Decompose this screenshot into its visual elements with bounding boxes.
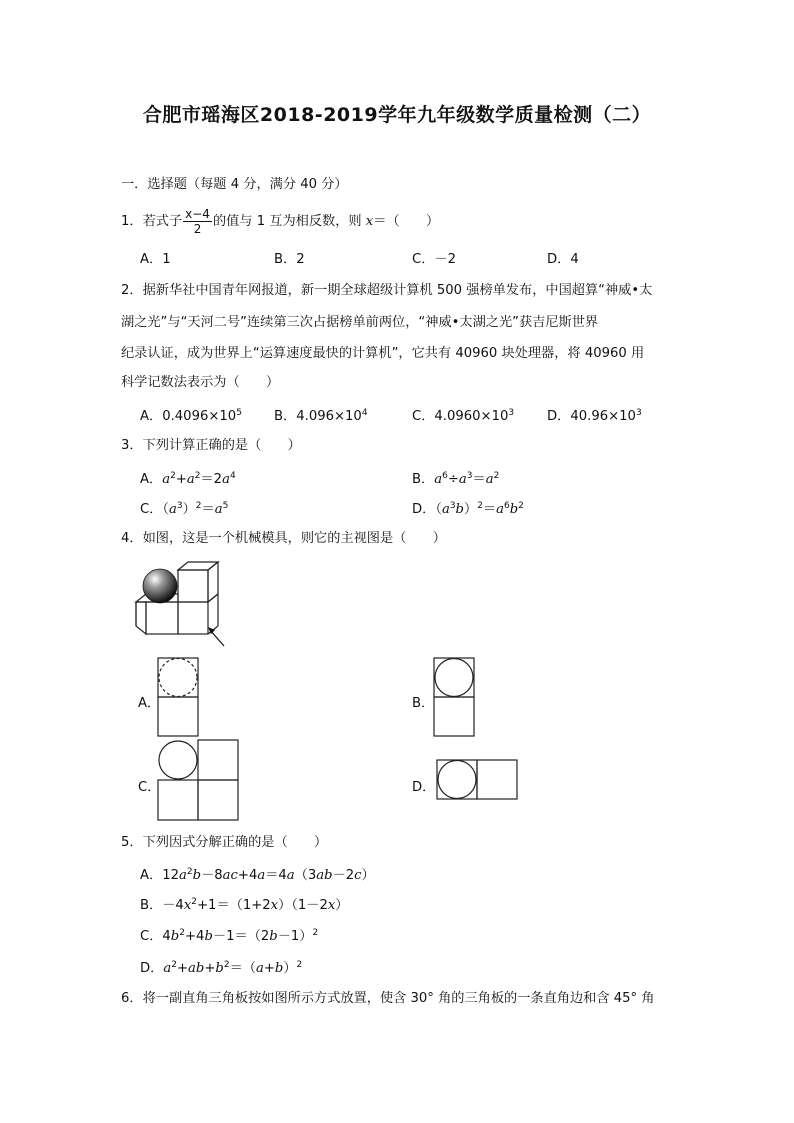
q1-option-c: C．－2 — [412, 252, 456, 267]
question-6-stem: 6．将一副直角三角板按如图所示方式放置，使含 30° 角的三角板的一条直角边和含 45° 角 — [121, 991, 655, 1006]
page-title: 合肥市瑶海区2018-2019学年九年级数学质量检测（二） — [142, 104, 652, 126]
q3-option-c: C．$(a^3)^2=a^5$ — [140, 501, 229, 517]
q3-option-d: D．$(a^3b)^2=a^6b^2$ — [412, 501, 524, 517]
q2-option-b: B．$4.096\times 10^4$ — [274, 408, 368, 424]
q1-option-b: B．2 — [274, 252, 305, 267]
q4-option-d-label: D． — [412, 780, 436, 795]
question-1-stem: 1．若式子 $\frac{x-4}{2}$ 的值与 1 互为相反数，则 x＝（ ） — [121, 206, 440, 236]
q4-option-b-label: B． — [412, 696, 435, 711]
mould-figure — [130, 560, 230, 650]
q1-option-d: D．4 — [547, 252, 579, 267]
fraction: $\frac{x-4}{2}$ — [185, 206, 210, 236]
q2-option-c: C．$4.0960\times 10^3$ — [412, 408, 515, 424]
q5-option-c: C．$4b^2+4b-1=(2b-1)^2$ — [140, 928, 319, 944]
q2-option-a: A．$0.4096\times 10^5$ — [140, 408, 242, 424]
q3-option-a: A．$a^2+a^2=2a^4$ — [140, 471, 236, 487]
q4-option-d-figure — [437, 760, 519, 802]
q5-option-b: B．$-4x^2+1=(1+2x)(1-2x)$ — [140, 897, 349, 913]
question-3-stem: 3．下列计算正确的是（ ） — [121, 438, 301, 453]
q4-option-c-label: C． — [138, 780, 161, 795]
question-2-line-1: 2．据新华社中国青年网报道，新一期全球超级计算机 500 强榜单发布，中国超算“神威•太 — [121, 283, 653, 298]
question-2-line-3: 纪录认证，成为世界上“运算速度最快的计算机”，它共有 40960 块处理器，将 40960 用 — [121, 346, 645, 361]
q4-option-b-figure — [434, 658, 476, 738]
q3-option-b: B．$a^6\div a^3=a^2$ — [412, 471, 500, 487]
section-heading: 一．选择题（每题 4 分，满分 40 分） — [121, 177, 348, 192]
q5-option-a: A．$12a^2b-8ac+4a=4a(3ab-2c)$ — [140, 867, 375, 883]
q2-option-d: D．$40.96\times 10^3$ — [547, 408, 642, 424]
q5-option-d: D．$a^2+ab+b^2=(a+b)^2$ — [140, 960, 303, 976]
question-4-stem: 4．如图，这是一个机械模具，则它的主视图是（ ） — [121, 531, 446, 546]
q1-option-a: A．1 — [140, 252, 171, 267]
q4-option-a-label: A． — [138, 696, 161, 711]
q4-option-c-figure — [158, 740, 240, 822]
q4-option-a-figure — [158, 658, 200, 738]
question-2-line-2: 湖之光”与“天河二号”连续第三次占据榜单前两位，“神威•太湖之光”获吉尼斯世界 — [121, 315, 599, 330]
question-2-line-4: 科学记数法表示为（ ） — [121, 375, 280, 390]
question-5-stem: 5．下列因式分解正确的是（ ） — [121, 835, 328, 850]
